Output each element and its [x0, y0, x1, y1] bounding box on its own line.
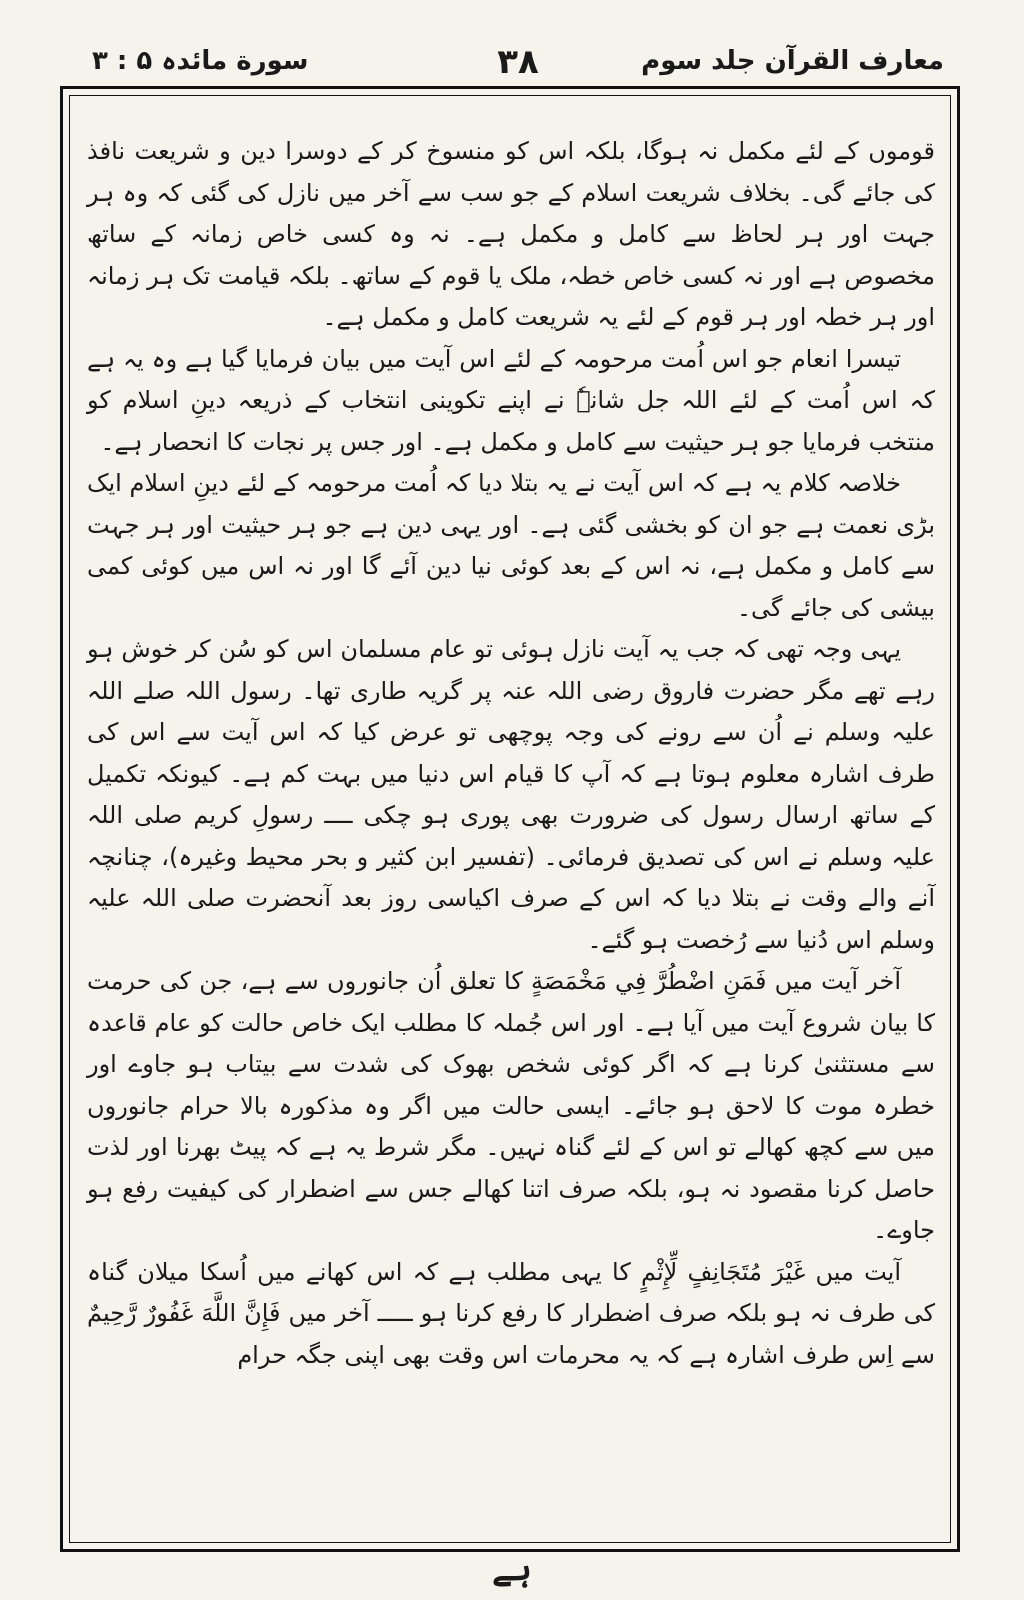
paragraph-3: خلاصہ کلام یہ ہے کہ اس آیت نے یہ بتلا دیا کہ اُمت مرحومہ کے لئے دینِ اسلام ایک بڑی نعمت ہے جو ان کو بخشی گئی ہے۔ اور یہی دین ہے جو ہر حیثیت اور ہر جہت سے کامل و مکمل ہے، نہ اس کے بعد کوئی نیا دین آئے گا اور نہ اس میں کوئی کمی بیشی کی جائے گی۔ [87, 469, 935, 622]
catchword: ہے [492, 1549, 532, 1589]
paragraph-2: تیسرا انعام جو اس اُمت مرحومہ کے لئے اس آیت میں بیان فرمایا گیا ہے وہ یہ ہے کہ اس اُمت کے لئے اللہ جل شانہٗ نے اپنے تکوینی انتخاب کے ذریعہ دینِ اسلام کو منتخب فرمایا جو ہر حیثیت سے کامل و مکمل ہے۔ اور جس پر نجات کا انحصار ہے۔ [87, 344, 935, 456]
book-title: معارف القرآن جلد سوم [641, 46, 944, 76]
paragraph-1: قوموں کے لئے مکمل نہ ہوگا، بلکہ اس کو منسوخ کر کے دوسرا دین و شریعت نافذ کی جائے گی۔ بخلاف شریعت اسلام کے جو سب سے آخر میں نازل کی گئی کہ وہ ہر جہت اور ہر لحاظ سے کامل و مکمل ہے۔ نہ وہ کسی خاص زمانہ کے ساتھ مخصوص ہے اور نہ کسی خاص خطہ، ملک یا قوم کے ساتھ۔ بلکہ قیامت تک ہر زمانہ اور ہر خطہ اور ہر قوم کے لئے یہ شریعت کامل و مکمل ہے۔ [87, 137, 935, 331]
body-text [87, 131, 935, 1376]
paragraph-5: آخر آیت میں فَمَنِ اضْطُرَّ فِي مَخْمَصَةٍ کا تعلق اُن جانوروں سے ہے، جن کی حرمت کا بیان شروع آیت میں آیا ہے۔ اور اس جُملہ کا مطلب ایک خاص حالت کو عام قاعدہ سے مستثنیٰ کرنا ہے کہ اگر کوئی شخص بھوک کی شدت سے بیتاب ہو جاوے اور خطرہ موت کا لاحق ہو جائے۔ ایسی حالت میں اگر وہ مذکورہ بالا حرام جانوروں میں سے کچھ کھالے تو اس کے لئے گناہ نہیں۔ مگر شرط یہ ہے کہ پیٹ بھرنا اور لذت حاصل کرنا مقصود نہ ہو، بلکہ صرف اتنا کھالے جس سے اضطرار کی کیفیت رفع ہو جاوے۔ [87, 967, 935, 1244]
surah-reference: سورة مائدہ ۵ : ۳ [92, 46, 309, 76]
page-number: ۳۸ [497, 42, 539, 82]
paragraph-4: یہی وجہ تھی کہ جب یہ آیت نازل ہوئی تو عام مسلمان اس کو سُن کر خوش ہو رہے تھے مگر حضرت فاروق رضی اللہ عنہ پر گریہ طاری تھا۔ رسول اللہ صلے اللہ علیہ وسلم نے اُن سے رونے کی وجہ پوچھی تو عرض کیا کہ اس آیت سے اس کی طرف اشارہ معلوم ہوتا ہے کہ آپ کا قیام اس دنیا میں بہت کم ہے۔ کیونکہ تکمیل کے ساتھ ارسال رسول کی ضرورت بھی پوری ہو چکی ــــ رسولِ کریم صلی اللہ علیہ وسلم نے اس کی تصدیق فرمائی۔ (تفسیر ابن کثیر و بحر محیط وغیرہ)، چنانچہ آنے والے وقت نے بتلا دیا کہ اس کے صرف اکیاسی روز بعد آنحضرت صلی اللہ علیہ وسلم اس دُنیا سے رُخصت ہو گئے۔ [87, 635, 935, 954]
page-border [60, 86, 960, 1552]
running-header [92, 44, 944, 88]
paragraph-6: آیت میں غَيْرَ مُتَجَانِفٍ لِّإِثْمٍ کا یہی مطلب ہے کہ اس کھانے میں اُسکا میلان گناہ کی طرف نہ ہو بلکہ صرف اضطرار کا رفع کرنا ہو ـــــ آخر میں فَإِنَّ اللَّهَ غَفُورٌ رَّحِيمٌ سے اِس طرف اشارہ ہے کہ یہ محرمات اس وقت بھی اپنی جگہ حرام [87, 1257, 935, 1369]
